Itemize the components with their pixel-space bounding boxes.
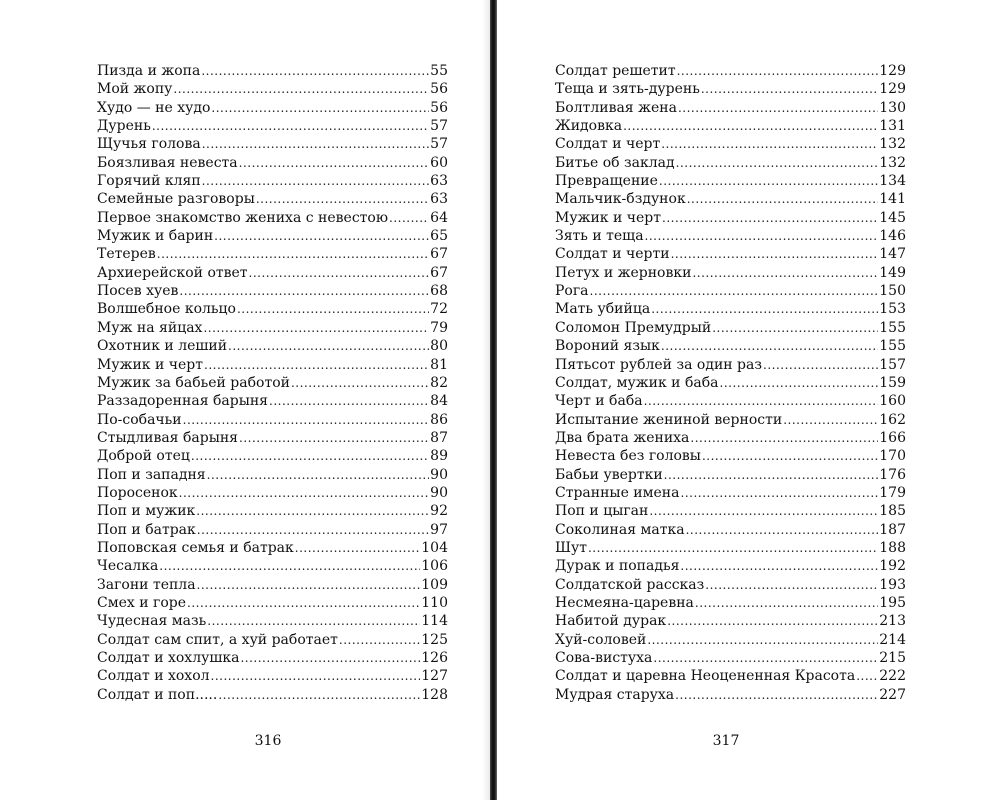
- toc-entry-page: 106: [421, 558, 448, 575]
- toc-entry-page: 68: [430, 283, 448, 300]
- toc-entry: [555, 374, 906, 392]
- toc-entry-title: Загони тепла: [97, 576, 196, 593]
- toc-entry-title: Солдатской рассказ: [555, 576, 705, 593]
- toc-entry: [555, 411, 906, 429]
- gutter-shadow: [482, 0, 490, 800]
- toc-entry-page: 155: [879, 338, 906, 355]
- toc-leader-dots: [662, 209, 878, 227]
- toc-entry-title: Тетерев: [97, 246, 156, 263]
- toc-leader-dots: [389, 209, 429, 227]
- toc-entry-title: Испытание жениной верности: [555, 411, 783, 428]
- toc-entry: [555, 319, 906, 337]
- toc-entry-page: 192: [879, 558, 906, 575]
- toc-leader-dots: [196, 502, 429, 520]
- toc-leader-dots: [207, 612, 420, 630]
- toc-entry: [555, 356, 906, 374]
- toc-leader-dots: [204, 356, 429, 374]
- toc-entry: [555, 576, 906, 594]
- toc-entry: [97, 154, 448, 172]
- toc-entry-title: Солдат и хохол: [97, 668, 210, 685]
- toc-entry: [97, 99, 448, 117]
- toc-entry: [97, 300, 448, 318]
- toc-leader-dots: [686, 521, 879, 539]
- toc-leader-dots: [692, 264, 878, 282]
- toc-leader-dots: [651, 300, 878, 318]
- toc-entry-title: Мужик и барин: [97, 228, 214, 245]
- toc-entry: [555, 245, 906, 263]
- toc-entry: [97, 502, 448, 520]
- toc-entry-page: 109: [421, 576, 448, 593]
- toc-entry: [97, 356, 448, 374]
- toc-entry: [97, 521, 448, 539]
- toc-entry: [555, 429, 906, 447]
- toc-leader-dots: [157, 245, 429, 263]
- toc-entry: [555, 502, 906, 520]
- toc-leader-dots: [690, 429, 878, 447]
- toc-entry-title: Вороний язык: [555, 338, 660, 355]
- toc-entry-title: Рога: [555, 283, 589, 300]
- toc-entry-page: 56: [430, 81, 448, 98]
- toc-entry-title: Стыдливая барыня: [97, 429, 238, 446]
- toc-entry-title: Странные имена: [555, 484, 680, 501]
- toc-leader-dots: [678, 99, 878, 117]
- toc-leader-dots: [207, 466, 430, 484]
- toc-entry-title: Превращение: [555, 173, 658, 190]
- toc-entry-title: Мой жопу: [97, 81, 173, 98]
- toc-leader-dots: [179, 282, 429, 300]
- toc-entry-page: 130: [879, 99, 906, 116]
- toc-leader-dots: [211, 667, 421, 685]
- toc-entry-title: Бабьи увертки: [555, 466, 663, 483]
- toc-entry: [555, 62, 906, 80]
- toc-entry-title: Черт и баба: [555, 393, 643, 410]
- toc-leader-dots: [197, 521, 429, 539]
- toc-entry: [97, 612, 448, 630]
- toc-entry-page: 79: [430, 319, 448, 336]
- toc-entry-page: 195: [879, 594, 906, 611]
- toc-entry-title: Мужик и черт: [97, 356, 204, 373]
- toc-entry-page: 104: [421, 539, 448, 556]
- toc-entry: [97, 447, 448, 465]
- toc-entry: [97, 62, 448, 80]
- toc-entry-page: 145: [879, 209, 906, 226]
- toc-entry-page: 213: [879, 613, 906, 630]
- toc-entry-page: 92: [430, 503, 448, 520]
- toc-entry-page: 132: [879, 136, 906, 153]
- toc-entry: [97, 557, 448, 575]
- toc-entry-title: Солдат и поп.....: [97, 686, 218, 703]
- toc-entry-page: 176: [879, 466, 906, 483]
- toc-entry: [97, 227, 448, 245]
- toc-entry-page: 128: [421, 686, 448, 703]
- toc-entry-page: 90: [430, 466, 448, 483]
- toc-entry-page: 131: [879, 118, 906, 135]
- toc-leader-dots: [667, 612, 878, 630]
- toc-entry-title: Семейные разговоры: [97, 191, 255, 208]
- toc-entry: [555, 539, 906, 557]
- toc-entry-title: Битье об заклад: [555, 154, 675, 171]
- toc-entry-title: Первое знакомство жениха с невестою: [97, 209, 389, 226]
- toc-entry-title: Два брата жениха: [555, 429, 690, 446]
- toc-entry-title: Набитой дурак: [555, 613, 667, 630]
- toc-entry: [555, 172, 906, 190]
- toc-leader-dots: [291, 374, 429, 392]
- toc-entry-page: 157: [879, 356, 906, 373]
- toc-leader-dots: [659, 172, 878, 190]
- toc-entry: [555, 392, 906, 410]
- toc-leader-dots: [675, 686, 878, 704]
- toc-leader-dots: [588, 539, 878, 557]
- toc-leader-dots: [702, 447, 878, 465]
- toc-entry: [97, 411, 448, 429]
- toc-entry: [555, 264, 906, 282]
- toc-entry: [97, 80, 448, 98]
- toc-entry: [97, 686, 448, 704]
- toc-entry-page: 87: [430, 429, 448, 446]
- toc-entry-page: 160: [879, 393, 906, 410]
- toc-entry: [555, 686, 906, 704]
- toc-entry: [555, 227, 906, 245]
- toc-entry-page: 185: [879, 503, 906, 520]
- toc-entry-title: Пизда и жопа: [97, 63, 201, 79]
- toc-entry: [97, 245, 448, 263]
- toc-entry-page: 55: [430, 63, 448, 79]
- toc-entry-title: Горячий кляп: [97, 173, 201, 190]
- book-gutter: [490, 0, 497, 800]
- toc-leader-dots: [783, 411, 878, 429]
- toc-entry-page: 214: [879, 631, 906, 648]
- toc-entry-page: 146: [879, 228, 906, 245]
- toc-entry-title: Солдат решетит: [555, 63, 676, 79]
- toc-leader-dots: [173, 80, 429, 98]
- toc-entry-title: Пятьсот рублей за один раз: [555, 356, 762, 373]
- toc-entry-title: Доброй отец: [97, 448, 190, 465]
- toc-entry-page: 89: [430, 448, 448, 465]
- toc-entry-page: 170: [879, 448, 906, 465]
- toc-entry: [555, 557, 906, 575]
- toc-entry-page: 227: [879, 686, 906, 703]
- toc-entry-title: Охотник и леший: [97, 338, 228, 355]
- toc-entry-title: Боязливая невеста: [97, 154, 238, 171]
- toc-entry-title: Поп и цыган: [555, 503, 649, 520]
- toc-entry-page: 90: [430, 484, 448, 501]
- toc-entry: [555, 190, 906, 208]
- toc-entry: [97, 649, 448, 667]
- toc-leader-dots: [644, 392, 879, 410]
- toc-entry-title: Хуй-соловей: [555, 631, 647, 648]
- toc-entry: [97, 264, 448, 282]
- toc-entry: [555, 209, 906, 227]
- toc-entry: [97, 392, 448, 410]
- toc-leader-dots: [218, 686, 420, 704]
- toc-entry-page: 129: [879, 81, 906, 98]
- toc-leader-dots: [677, 62, 879, 80]
- toc-entry: [555, 447, 906, 465]
- toc-leader-dots: [661, 135, 878, 153]
- toc-entry: [97, 429, 448, 447]
- toc-leader-dots: [159, 557, 420, 575]
- toc-entry-title: Солдат сам спит, а хуй работает: [97, 631, 338, 648]
- toc-entry-page: 149: [879, 264, 906, 281]
- toc-entry-page: 114: [421, 613, 448, 630]
- toc-leader-dots: [187, 594, 420, 612]
- toc-leader-dots: [664, 466, 879, 484]
- toc-leader-dots: [681, 484, 879, 502]
- left-page-number: 316: [254, 733, 282, 749]
- toc-entry: [555, 282, 906, 300]
- toc-entry-page: 56: [430, 99, 448, 116]
- toc-entry: [555, 300, 906, 318]
- toc-entry: [555, 484, 906, 502]
- toc-entry-page: 150: [879, 283, 906, 300]
- toc-leader-dots: [237, 300, 429, 318]
- toc-leader-dots: [239, 154, 430, 172]
- toc-entry: [555, 631, 906, 649]
- toc-leader-dots: [214, 227, 429, 245]
- toc-entry: [97, 631, 448, 649]
- toc-entry: [555, 135, 906, 153]
- toc-leader-dots: [256, 190, 429, 208]
- toc-entry-title: Несмеяна-царевна: [555, 594, 694, 611]
- toc-entry-page: 155: [879, 319, 906, 336]
- toc-entry: [97, 539, 448, 557]
- toc-entry-title: Поповская семья и батрак: [97, 539, 294, 556]
- toc-entry-title: Соломон Премудрый: [555, 319, 712, 336]
- toc-leader-dots: [228, 337, 429, 355]
- toc-leader-dots: [680, 557, 878, 575]
- toc-leader-dots: [202, 172, 430, 190]
- toc-leader-dots: [269, 392, 429, 410]
- toc-entry-title: Невеста без головы: [555, 448, 701, 465]
- toc-leader-dots: [647, 631, 878, 649]
- toc-entry: [97, 172, 448, 190]
- toc-leader-dots: [590, 282, 879, 300]
- toc-leader-dots: [720, 374, 879, 392]
- toc-leader-dots: [202, 135, 429, 153]
- toc-entry-page: 126: [421, 650, 448, 666]
- toc-entry-title: Солдат и черти: [555, 246, 670, 263]
- toc-entry-page: 80: [430, 338, 448, 355]
- toc-leader-dots: [763, 356, 878, 374]
- toc-leader-dots: [671, 245, 879, 263]
- toc-entry-title: Дурень: [97, 118, 151, 135]
- toc-entry-title: Муж на яйцах: [97, 319, 203, 336]
- toc-entry: [555, 117, 906, 135]
- toc-leader-dots: [240, 649, 420, 667]
- toc-entry-page: 132: [879, 154, 906, 171]
- toc-entry-page: 187: [879, 521, 906, 538]
- toc-leader-dots: [705, 576, 878, 594]
- toc-entry-page: 97: [430, 521, 448, 538]
- right-page-number: 317: [712, 733, 740, 749]
- toc-entry-title: Смех и горе: [97, 594, 187, 611]
- toc-leader-dots: [201, 62, 429, 80]
- toc-entry-page: 81: [430, 356, 448, 373]
- toc-entry: [555, 466, 906, 484]
- toc-entry-title: Волшебное кольцо: [97, 301, 236, 318]
- toc-entry-page: 84: [430, 393, 448, 410]
- toc-entry-title: Шут: [555, 539, 587, 556]
- toc-entry: [555, 649, 906, 667]
- toc-entry-page: 63: [430, 191, 448, 208]
- toc-entry: [555, 154, 906, 172]
- toc-entry-page: 82: [430, 374, 448, 391]
- toc-entry-page: 67: [430, 246, 448, 263]
- toc-entry-page: 153: [879, 301, 906, 318]
- toc-leader-dots: [152, 117, 429, 135]
- toc-entry-title: Теща и зять-дурень: [555, 81, 700, 98]
- toc-entry-title: Мудрая старуха: [555, 686, 675, 703]
- toc-entry: [97, 209, 448, 227]
- toc-entry: [97, 117, 448, 135]
- toc-entry-title: Соколиная матка: [555, 521, 685, 538]
- toc-leader-dots: [183, 411, 430, 429]
- toc-entry-title: Сова-вистуха: [555, 650, 653, 666]
- right-page-contents: [555, 62, 906, 704]
- toc-entry: [97, 319, 448, 337]
- toc-entry-title: Чесалка: [97, 558, 159, 575]
- toc-entry-title: Болтливая жена: [555, 99, 677, 116]
- toc-entry-page: 134: [879, 173, 906, 190]
- toc-leader-dots: [179, 484, 430, 502]
- toc-entry-page: 63: [430, 173, 448, 190]
- toc-entry: [555, 594, 906, 612]
- toc-entry: [97, 374, 448, 392]
- toc-entry-page: 60: [430, 154, 448, 171]
- toc-entry-page: 65: [430, 228, 448, 245]
- toc-entry-title: Архиерейской ответ: [97, 264, 248, 281]
- toc-entry-title: Посев хуев: [97, 283, 179, 300]
- toc-entry-title: Солдат и царевна Неоцененная Красота: [555, 668, 856, 685]
- toc-entry-page: 72: [430, 301, 448, 318]
- toc-entry-title: Петух и жерновки: [555, 264, 692, 281]
- toc-entry: [97, 667, 448, 685]
- toc-entry: [97, 594, 448, 612]
- toc-leader-dots: [712, 319, 878, 337]
- toc-entry-title: Худо — не худо: [97, 99, 211, 116]
- toc-entry-page: 67: [430, 264, 448, 281]
- toc-entry-title: Поп и мужик: [97, 503, 196, 520]
- toc-leader-dots: [676, 154, 879, 172]
- toc-leader-dots: [623, 117, 878, 135]
- toc-leader-dots: [239, 429, 429, 447]
- toc-leader-dots: [645, 227, 879, 245]
- toc-entry-page: 215: [879, 650, 906, 666]
- toc-entry-page: 86: [430, 411, 448, 428]
- toc-entry-title: Поросенок: [97, 484, 178, 501]
- toc-entry: [555, 99, 906, 117]
- toc-entry-title: Зять и теща: [555, 228, 644, 245]
- toc-leader-dots: [856, 667, 878, 685]
- toc-entry: [97, 466, 448, 484]
- toc-entry-page: 166: [879, 429, 906, 446]
- toc-entry-title: Солдат, мужик и баба: [555, 374, 719, 391]
- toc-entry: [555, 337, 906, 355]
- toc-entry-page: 129: [879, 63, 906, 79]
- toc-entry-page: 179: [879, 484, 906, 501]
- toc-entry-page: 188: [879, 539, 906, 556]
- toc-entry: [97, 135, 448, 153]
- toc-leader-dots: [249, 264, 430, 282]
- toc-entry-page: 125: [421, 631, 448, 648]
- toc-entry: [97, 576, 448, 594]
- toc-entry: [555, 667, 906, 685]
- toc-entry-page: 57: [430, 118, 448, 135]
- toc-entry: [555, 521, 906, 539]
- toc-entry-page: 57: [430, 136, 448, 153]
- toc-entry-title: Чудесная мазь: [97, 613, 207, 630]
- toc-entry: [555, 612, 906, 630]
- toc-entry: [555, 80, 906, 98]
- toc-entry-title: Дурак и попадья: [555, 558, 680, 575]
- toc-leader-dots: [649, 502, 878, 520]
- toc-entry-title: Щучья голова: [97, 136, 201, 153]
- toc-leader-dots: [295, 539, 420, 557]
- toc-leader-dots: [211, 99, 429, 117]
- toc-leader-dots: [191, 447, 429, 465]
- toc-leader-dots: [653, 649, 878, 667]
- toc-entry-title: По-собачьи: [97, 411, 182, 428]
- toc-entry-page: 159: [879, 374, 906, 391]
- toc-entry-page: 147: [879, 246, 906, 263]
- toc-entry: [97, 190, 448, 208]
- toc-entry-page: 162: [879, 411, 906, 428]
- left-page-contents: [97, 62, 448, 704]
- toc-entry-title: Поп и западня: [97, 466, 206, 483]
- toc-entry-title: Солдат и черт: [555, 136, 661, 153]
- toc-entry-page: 64: [430, 209, 448, 226]
- toc-entry-page: 193: [879, 576, 906, 593]
- toc-entry-title: Мальчик-бздунок: [555, 191, 686, 208]
- toc-entry-title: Поп и батрак: [97, 521, 196, 538]
- toc-entry-page: 127: [421, 668, 448, 685]
- toc-entry-title: Мужик за бабьей работой: [97, 374, 290, 391]
- toc-entry-title: Раззадоренная барыня: [97, 393, 269, 410]
- toc-entry-page: 222: [879, 668, 906, 685]
- toc-leader-dots: [687, 190, 879, 208]
- toc-leader-dots: [661, 337, 878, 355]
- toc-leader-dots: [701, 80, 878, 98]
- toc-entry-page: 110: [421, 594, 448, 611]
- toc-entry-title: Мужик и черт: [555, 209, 662, 226]
- toc-entry: [97, 484, 448, 502]
- toc-entry-title: Мать убийца: [555, 301, 651, 318]
- toc-entry-title: Жидовка: [555, 118, 623, 135]
- toc-leader-dots: [695, 594, 878, 612]
- toc-entry-page: 141: [879, 191, 906, 208]
- toc-leader-dots: [197, 576, 421, 594]
- toc-entry-title: Солдат и хохлушка: [97, 650, 240, 666]
- toc-entry: [97, 337, 448, 355]
- toc-entry: [97, 282, 448, 300]
- toc-leader-dots: [203, 319, 429, 337]
- toc-leader-dots: [339, 631, 420, 649]
